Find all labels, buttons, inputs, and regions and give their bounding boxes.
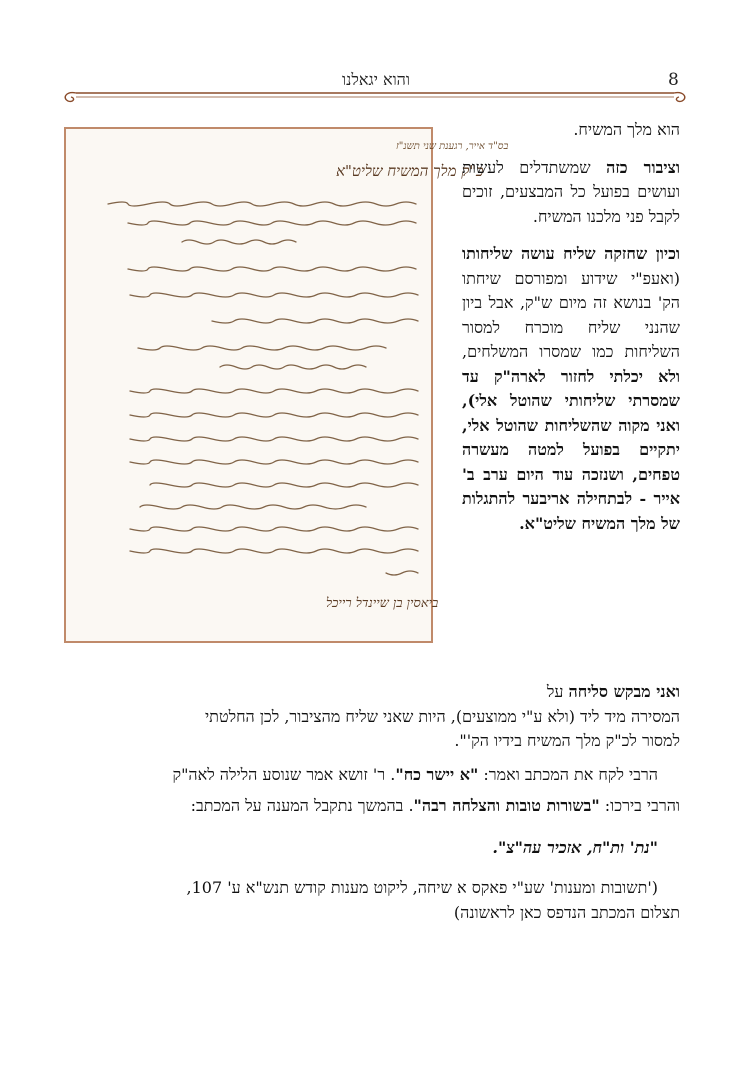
paragraph-2-lead: וציבור כזה — [606, 157, 680, 177]
source-citation — [94, 876, 680, 925]
right-text-column — [462, 118, 680, 549]
paragraph-4 — [94, 680, 680, 754]
paragraph-4-line-2: המסירה מיד ליד (ולא ע"י ממוצעים), היות שאני שליח מהציבור, לכן החלטתי — [204, 706, 680, 726]
paragraph-4-line-3: למסור לכ"ק מלך המשיח בידיו הק'". — [454, 731, 680, 750]
answer-quote-text: "נת' ות"ח, אזכיר עה"צ". — [492, 838, 658, 857]
page-number: 8 — [668, 70, 679, 90]
handwritten-letter-image — [64, 127, 509, 643]
paragraph-3-lead: וכיון שחזקה שליח עושה שליחותו — [462, 244, 680, 263]
paragraph-5-line-1: הרבי לקח את המכתב ואמר: "א יישר כח". ר' זושא אמר שנוסע הלילה לאה"ק — [172, 765, 658, 784]
letter-signature: ביאסין בן שיינדל רייכל — [326, 596, 439, 611]
paragraph-2-text: שמשתדלים לעשות ועושים בפועל כל המבצעים, זוכים לקבל פני מלכנו המשיח. — [462, 157, 680, 226]
running-header: והוא יגאלנו — [342, 70, 410, 89]
paragraph-1: הוא מלך המשיח. — [573, 120, 680, 139]
paragraph-5 — [94, 763, 680, 818]
handwritten-letter-scan — [66, 129, 509, 641]
ornamental-header-rule — [60, 88, 690, 106]
source-citation-line-1: ('תשובות ומענות' שע"י פאקס א שיחה, ליקוט מענות קודש תנש"א ע' 107, — [186, 878, 658, 897]
paragraph-3-text: (ואעפ"י שידוע ומפורסם שיחתו הק' בנושא זה מיום ש"ק, אבל ביון שהנני שליח מוכרח למסור השליחות כמו שמסרו המשלחים, — [462, 268, 680, 361]
paragraph-4-line-1 — [462, 680, 680, 705]
letter-date-line: בס"ד אייר, רגענת שני תשנ"ז — [396, 141, 509, 152]
paragraph-3 — [462, 242, 680, 536]
source-citation-line-2: תצלום המכתב הנדפס כאן לראשונה) — [453, 902, 680, 922]
quote-blessing: "בשורות טובות והצלחה רבה" — [413, 795, 600, 815]
quote-yasher-koach: "א יישר כח" — [395, 765, 479, 784]
paragraph-4-line-1-rest: על — [546, 682, 569, 701]
rebbe-answer-quote — [94, 836, 680, 861]
paragraph-3-bold-text: ולא יכלתי לחזור לארה"ק עד שמסרתי שליחותי שהוטל אלי), ואני מקוה שהשליחות שהוטל אלי, יתקיים בפועל למטה מעשרה טפחים, ושנזכה עוד היום ערב ב' אייר - לבתחילה אריבער להתגלות של מלך המשיח שליט"א. — [462, 366, 680, 533]
letter-salutation: כ"ק מלך המשיח שליט"א — [336, 162, 484, 180]
paragraph-5-line-2: והרבי בירכו: "בשורות טובות והצלחה רבה". בהמשך נתקבל המענה על המכתב: — [190, 795, 680, 815]
paragraph-2 — [462, 156, 680, 230]
paragraph-4-lead: ואני מבקש סליחה — [568, 682, 680, 701]
